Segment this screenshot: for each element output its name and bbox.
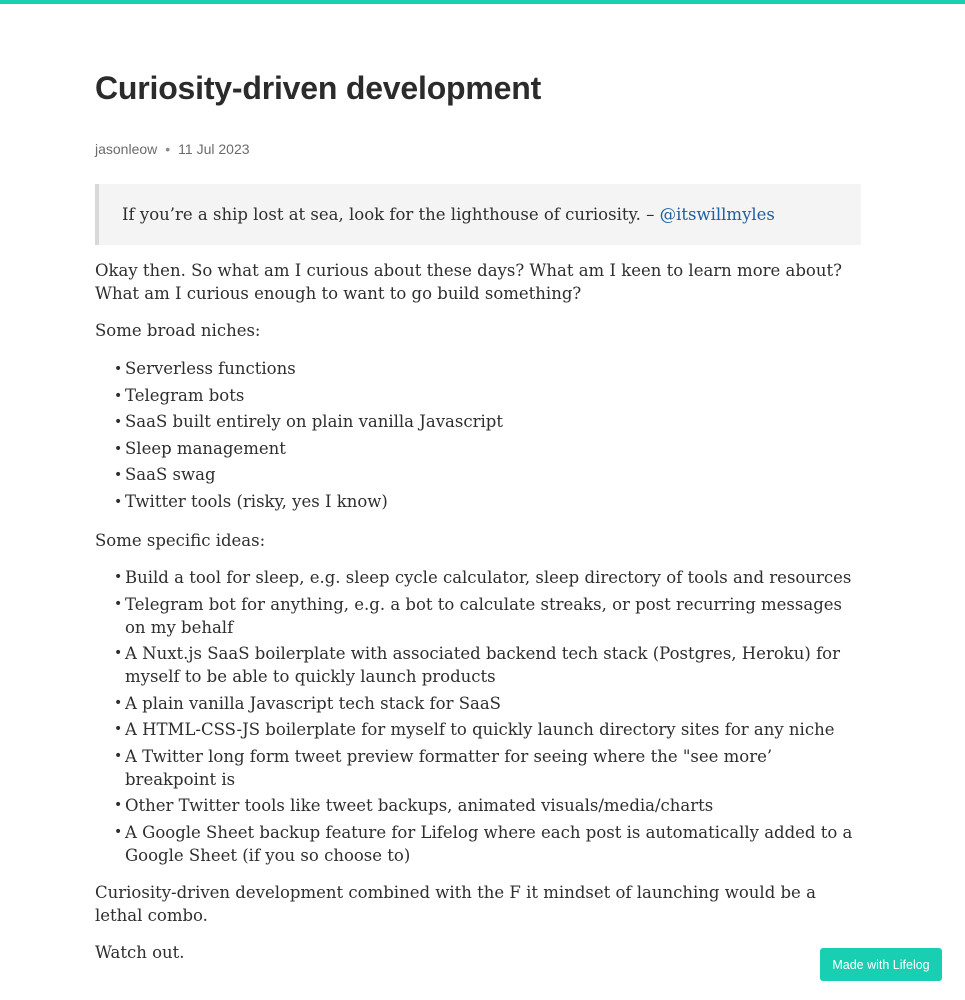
conclusion-paragraph: Curiosity-driven development combined with the F it mindset of launching would be a lethal combo. [95, 882, 816, 925]
list-item: • Telegram bot for anything, e.g. a bot to calculate streaks, or post recurring messages on my behalf [125, 593, 861, 639]
list-item: • SaaS built entirely on plain vanilla Javascript [125, 409, 861, 436]
list-item: • A plain vanilla Javascript tech stack for SaaS [125, 692, 861, 715]
broad-niches-list [95, 356, 861, 515]
list-item: • Sleep management [125, 436, 861, 463]
post-date: 11 Jul 2023 [178, 141, 250, 157]
list-item: • A Nuxt.js SaaS boilerplate with associated backend tech stack (Postgres, Heroku) for myself to be able to quickly launch products [125, 642, 861, 688]
post-body [95, 184, 861, 978]
quote-text: If you’re a ship lost at sea, look for the lighthouse of curiosity. – [122, 205, 660, 224]
post-title: Curiosity-driven development [95, 70, 542, 106]
author-link[interactable]: jasonleow [95, 141, 158, 157]
intro-paragraph: Okay then. So what am I curious about these days? What am I keen to learn more about? What am I curious enough to want to go build something? [95, 261, 842, 303]
top-accent-bar [0, 0, 965, 4]
broad-niches-heading: Some broad niches: [95, 321, 261, 340]
quote-block [95, 184, 861, 245]
post-meta [95, 141, 250, 157]
list-item: • Build a tool for sleep, e.g. sleep cycle calculator, sleep directory of tools and resources [125, 566, 861, 589]
made-with-lifelog-badge[interactable]: Made with Lifelog [820, 948, 942, 981]
quote-author-link[interactable]: @itswillmyles [659, 205, 775, 224]
list-item: • A Google Sheet backup feature for Lifelog where each post is automatically added to a Google Sheet (if you so choose to) [125, 821, 861, 867]
list-item: • SaaS swag [125, 462, 861, 489]
specific-ideas-list [95, 566, 861, 867]
list-item: • Twitter tools (risky, yes I know) [125, 489, 861, 516]
list-item: • Other Twitter tools like tweet backups, animated visuals/media/charts [125, 794, 861, 817]
meta-separator: • [165, 141, 171, 157]
list-item: • Telegram bots [125, 383, 861, 410]
list-item: • A Twitter long form tweet preview formatter for seeing where the "see more’ breakpoint is [125, 745, 861, 791]
specific-ideas-heading: Some specific ideas: [95, 531, 266, 550]
list-item: • Serverless functions [125, 356, 861, 383]
signoff-paragraph: Watch out. [95, 942, 185, 962]
list-item: • A HTML-CSS-JS boilerplate for myself to quickly launch directory sites for any niche [125, 718, 861, 741]
